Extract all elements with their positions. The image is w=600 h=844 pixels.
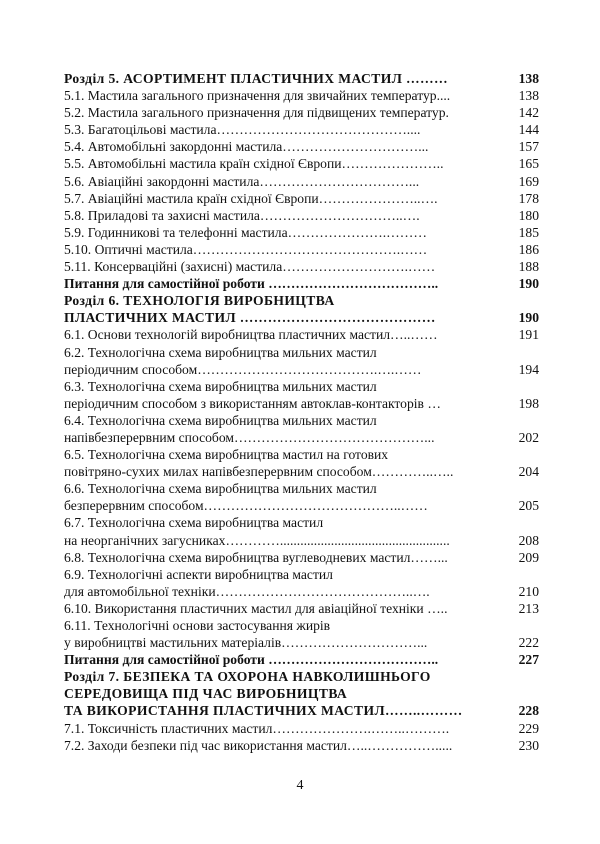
toc-entry-title: 5.7. Авіаційні мастила країн східної Європи…………………..…. — [64, 190, 438, 206]
toc-entry[interactable] — [64, 566, 539, 583]
toc-entry-title: 6.4. Технологічна схема виробництва мильних мастил — [64, 412, 377, 428]
toc-entry-page: 208 — [518, 532, 539, 548]
toc-entry[interactable] — [64, 532, 539, 549]
toc-entry[interactable] — [64, 720, 539, 737]
toc-entry-page: 229 — [518, 720, 539, 736]
toc-entry[interactable] — [64, 207, 539, 224]
toc-entry[interactable] — [64, 155, 539, 172]
toc-entry[interactable] — [64, 361, 539, 378]
toc-entry-page: 213 — [518, 600, 539, 616]
toc-entry[interactable] — [64, 275, 539, 292]
toc-entry[interactable] — [64, 583, 539, 600]
toc-entry[interactable] — [64, 173, 539, 190]
toc-entry-title: СЕРЕДОВИЩА ПІД ЧАС ВИРОБНИЦТВА — [64, 686, 348, 702]
toc-entry-page: 169 — [518, 173, 539, 189]
toc-entry-title: Розділ 7. БЕЗПЕКА ТА ОХОРОНА НАВКОЛИШНЬОГО — [64, 669, 431, 685]
toc-entry-title: Розділ 5. АСОРТИМЕНТ ПЛАСТИЧНИХ МАСТИЛ ……… — [64, 71, 449, 86]
toc-entry[interactable] — [64, 429, 539, 446]
toc-entry[interactable] — [64, 617, 539, 634]
toc-entry-page: 194 — [518, 361, 539, 377]
toc-entry-title: ТА ВИКОРИСТАННЯ ПЛАСТИЧНИХ МАСТИЛ……..……… — [64, 703, 463, 719]
toc-entry-page: 186 — [518, 241, 539, 257]
toc-entry-page: 144 — [518, 122, 539, 138]
toc-entry-title: 6.2. Технологічна схема виробництва мильних мастил — [64, 344, 377, 360]
toc-entry-page: 157 — [518, 139, 539, 155]
toc-entry-title: для автомобільної техніки……………………………………..…. — [64, 583, 430, 599]
toc-entry-page: 210 — [518, 583, 539, 599]
toc-entry-title: 6.11. Технологічні основи застосування жирів — [64, 618, 331, 633]
toc-entry-title: 5.2. Мастила загального призначення для підвищених температур. — [64, 105, 449, 121]
toc-entry-title: 5.8. Приладові та захисні мастила…………………………..…. — [64, 207, 420, 223]
toc-entry[interactable] — [64, 446, 539, 463]
toc-entry-title: 6.1. Основи технологій виробництва пластичних мастил…..…… — [64, 327, 438, 343]
toc-entry[interactable] — [64, 651, 539, 668]
toc-entry-page: 204 — [518, 464, 539, 480]
toc-entry[interactable] — [64, 292, 539, 309]
toc-entry[interactable] — [64, 668, 539, 685]
toc-entry[interactable] — [64, 241, 539, 258]
toc-entry-title: напівбезперервним способом……………………………………... — [64, 429, 435, 445]
toc-entry[interactable] — [64, 600, 539, 617]
toc-entry-page: 205 — [518, 498, 539, 514]
toc-entry[interactable] — [64, 514, 539, 531]
toc-entry-page: 222 — [518, 635, 539, 651]
toc-entry-title: 5.4. Автомобільні закордонні мастила…………………………... — [64, 139, 429, 155]
toc-entry-title: у виробництві мастильних матеріалів…………………………... — [64, 635, 428, 651]
toc-entry[interactable] — [64, 378, 539, 395]
toc-entry-title: Питання для самостійної роботи ……………………………….. — [64, 276, 439, 292]
toc-entry-title: 5.3. Багатоцільові мастила…………………………………….... — [64, 122, 421, 138]
toc-entry-page: 230 — [518, 737, 539, 753]
toc-entry-page: 190 — [518, 310, 539, 326]
toc-entry-title: 7.2. Заходи безпеки під час використання мастил…..……………..... — [64, 737, 453, 753]
toc-entry-title: 5.5. Автомобільні мастила країн східної Європи………………….. — [64, 156, 444, 172]
toc-entry-title: Питання для самостійної роботи ……………………………….. — [64, 652, 439, 668]
toc-entry-page: 142 — [518, 105, 539, 121]
toc-entry[interactable] — [64, 480, 539, 497]
toc-entry[interactable] — [64, 463, 539, 480]
toc-entry-page: 190 — [518, 276, 539, 292]
toc-entry[interactable] — [64, 258, 539, 275]
toc-entry-title: 6.9. Технологічні аспекти виробництва мастил — [64, 566, 333, 582]
toc-entry-page: 165 — [518, 156, 539, 172]
toc-entry[interactable] — [64, 497, 539, 514]
toc-entry[interactable] — [64, 224, 539, 241]
toc-entry-title: ПЛАСТИЧНИХ МАСТИЛ …………………………………… — [64, 310, 436, 326]
toc-entry-title: безперервним способом……………………………………..…… — [64, 498, 428, 514]
toc-entry[interactable] — [64, 87, 539, 104]
toc-entry[interactable] — [64, 634, 539, 651]
toc-entry-title: 6.3. Технологічна схема виробництва мильних мастил — [64, 378, 377, 394]
toc-entry[interactable] — [64, 344, 539, 361]
toc-entry[interactable] — [64, 412, 539, 429]
toc-entry-title: на неорганічних загусниках………….................................................. — [64, 532, 450, 548]
toc-entry[interactable] — [64, 702, 539, 719]
toc-entry[interactable] — [64, 737, 539, 754]
toc-entry-title: 5.11. Консерваційні (захисні) мастила……………………….…… — [64, 259, 436, 275]
toc-entry-title: 5.9. Годинникові та телефонні мастила………………….……… — [64, 224, 427, 240]
toc-entry-page: 198 — [518, 395, 539, 411]
toc-entry-title: повітряно-сухих милах напівбезперервним способом…………..….. — [64, 464, 454, 480]
toc-entry-page: 185 — [518, 224, 539, 240]
toc-entry-title: 5.1. Мастила загального призначення для звичайних температур.... — [64, 88, 451, 104]
toc-entry-title: періодичним способом з використанням автоклав-контакторів … — [64, 395, 441, 411]
toc-entry-page: 227 — [518, 652, 539, 668]
toc-entry-title: 6.6. Технологічна схема виробництва мильних мастил — [64, 481, 377, 497]
toc-entry-page: 188 — [518, 259, 539, 275]
toc-entry[interactable] — [64, 549, 539, 566]
toc-entry-page: 180 — [518, 207, 539, 223]
toc-entry[interactable] — [64, 395, 539, 412]
toc-entry[interactable] — [64, 121, 539, 138]
toc-entry-title: 5.6. Авіаційні закордонні мастила……………………………... — [64, 173, 420, 189]
toc-entry-page: 138 — [518, 88, 539, 104]
toc-entry-title: періодичним способом………………………………….….…… — [64, 361, 422, 377]
toc-entry-page: 191 — [518, 327, 539, 343]
toc-entry-title: Розділ 6. ТЕХНОЛОГІЯ ВИРОБНИЦТВА — [64, 293, 335, 309]
toc-entry-page: 138 — [518, 71, 539, 86]
toc-entry-title: 6.10. Використання пластичних мастил для авіаційної техніки ….. — [64, 600, 448, 616]
toc-entry[interactable] — [64, 326, 539, 343]
toc-entry[interactable] — [64, 70, 539, 87]
toc-entry-page: 209 — [518, 549, 539, 565]
toc-entry-page: 202 — [518, 429, 539, 445]
toc-entry[interactable] — [64, 104, 539, 121]
toc-entry[interactable] — [64, 138, 539, 155]
toc-entry[interactable] — [64, 309, 539, 326]
toc-entry-page: 178 — [518, 190, 539, 206]
table-of-contents — [64, 70, 539, 754]
toc-entry-title: 7.1. Токсичність пластичних мастил………………….……..………. — [64, 720, 450, 736]
toc-entry[interactable] — [64, 685, 539, 702]
toc-entry-title: 5.10. Оптичні мастила……………………………………….…… — [64, 241, 428, 257]
page-number: 4 — [296, 778, 304, 793]
toc-entry[interactable] — [64, 190, 539, 207]
toc-entry-title: 6.8. Технологічна схема виробництва вуглеводневих мастил……... — [64, 549, 448, 565]
toc-entry-title: 6.7. Технологічна схема виробництва мастил — [64, 515, 324, 531]
toc-entry-page: 228 — [518, 703, 539, 719]
toc-entry-title: 6.5. Технологічна схема виробництва мастил на готових — [64, 447, 389, 463]
